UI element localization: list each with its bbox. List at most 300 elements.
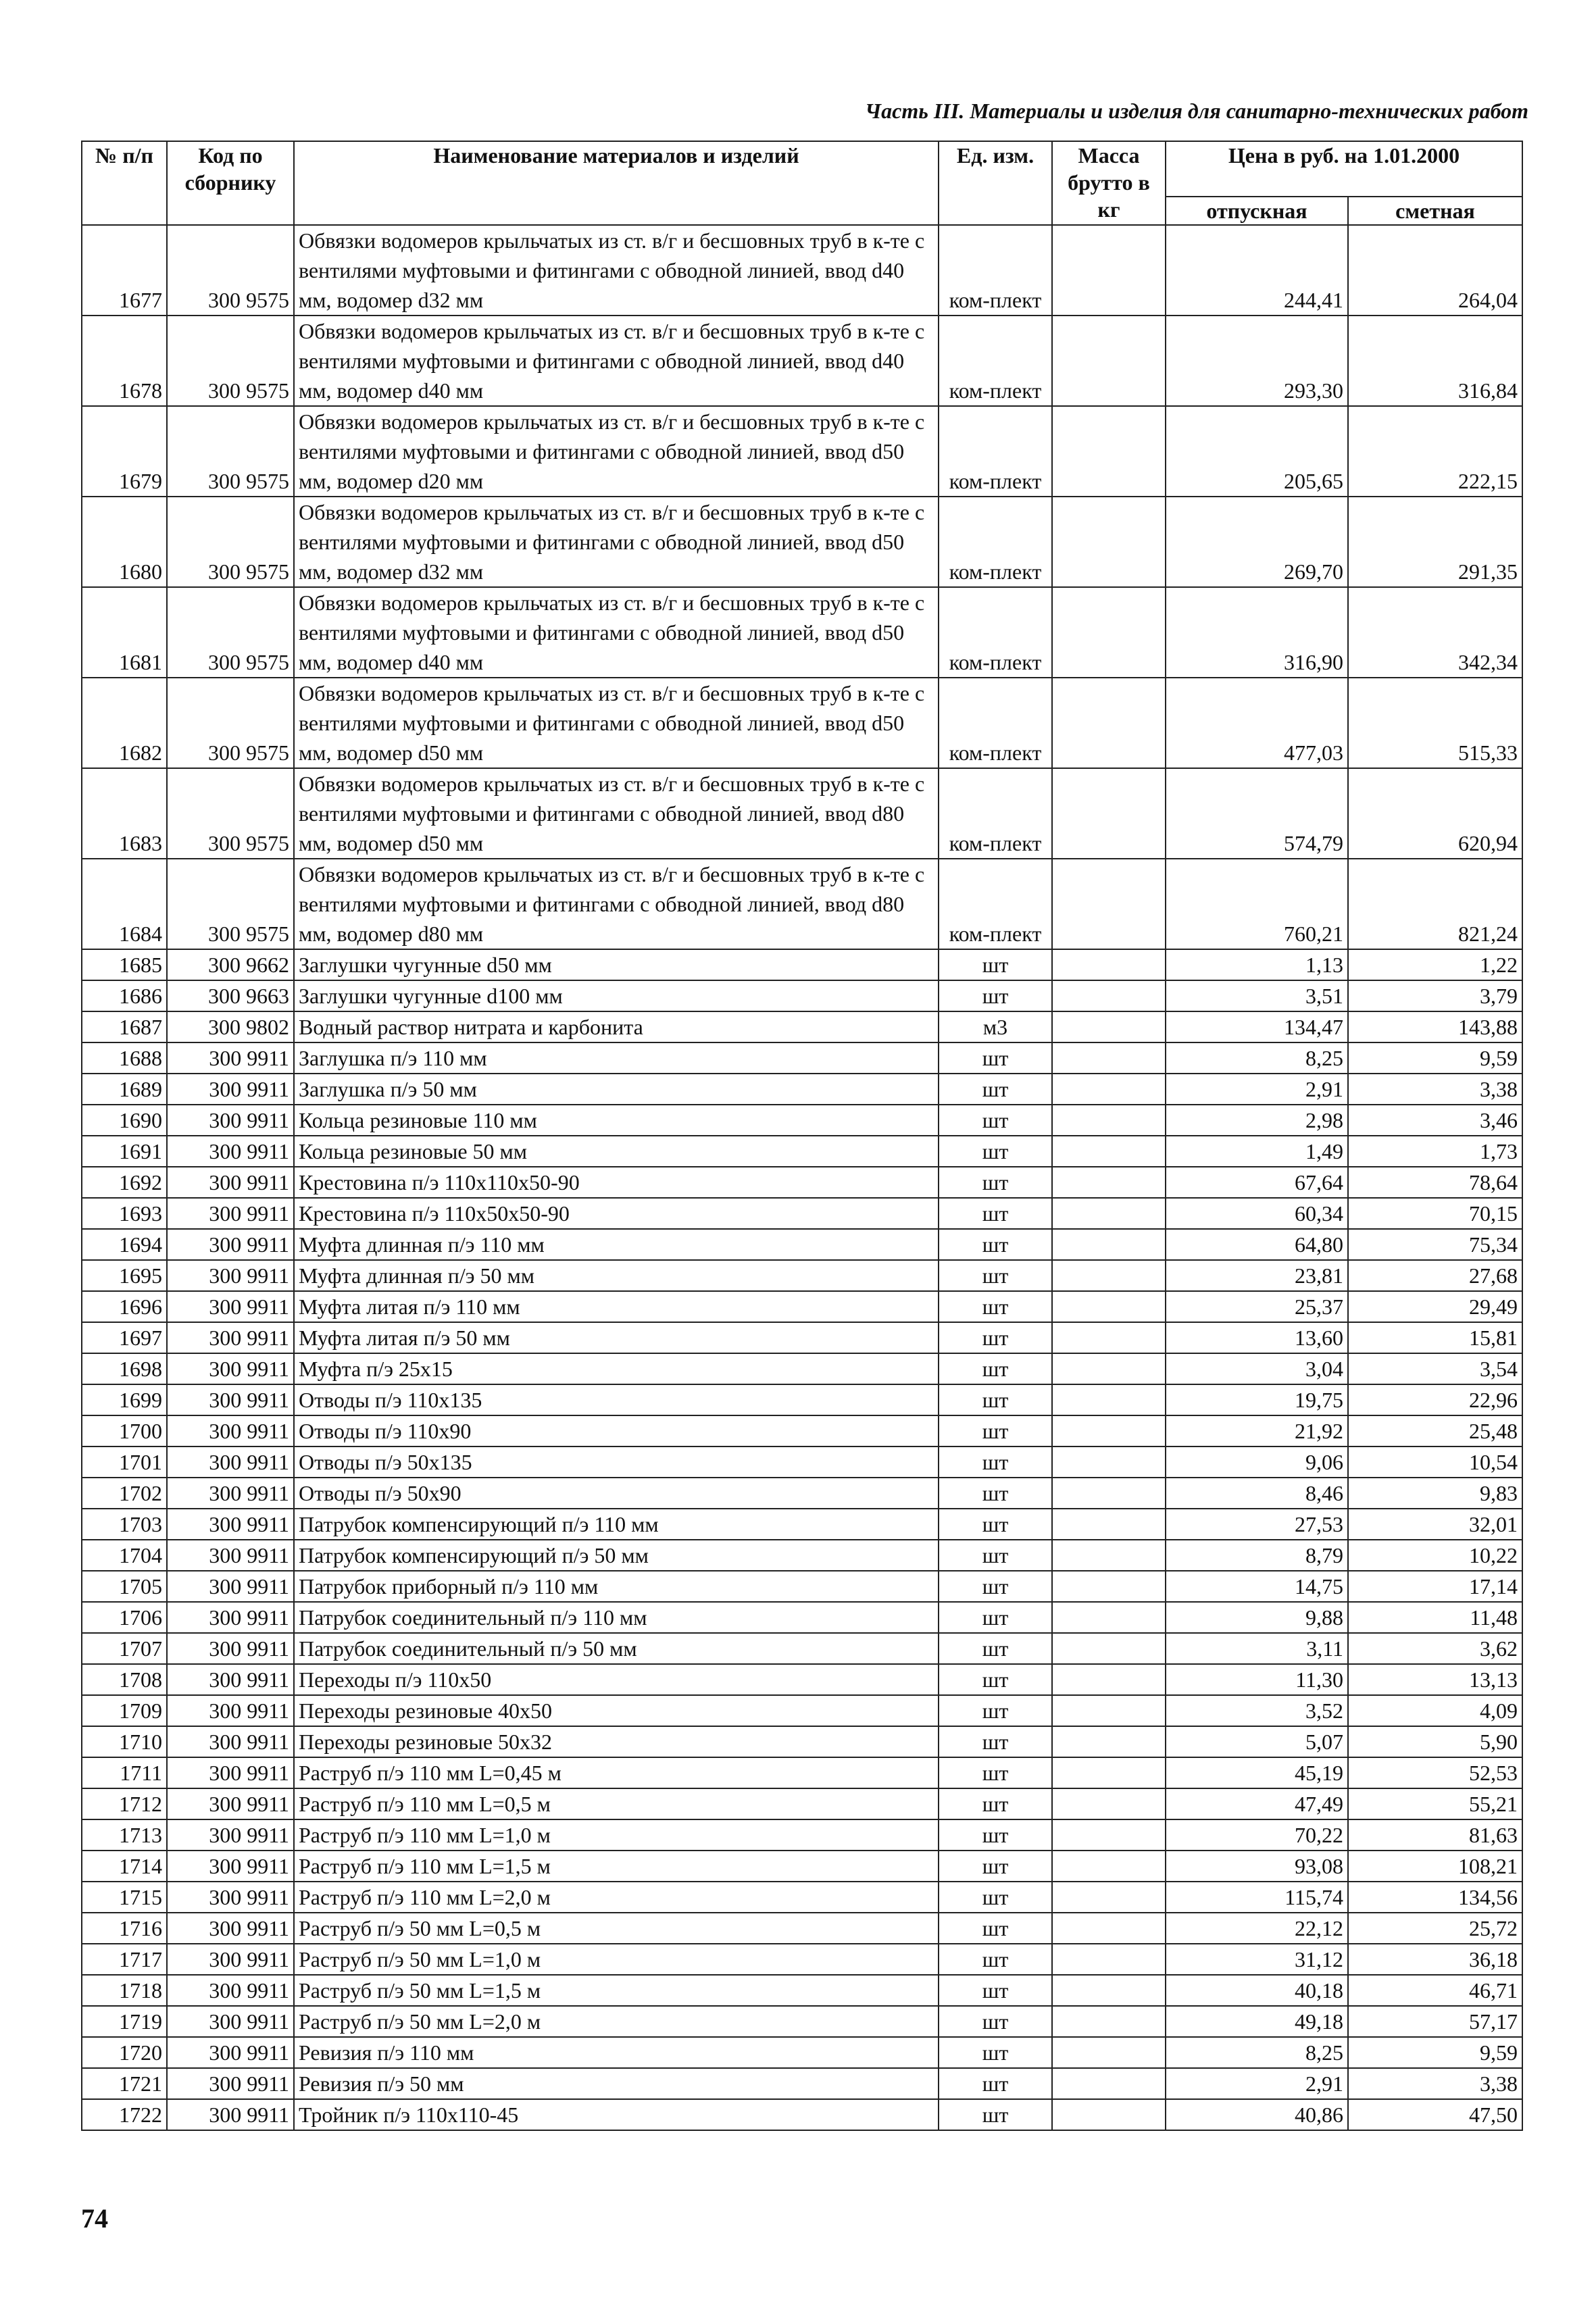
row-price-release: 9,88 [1166,1602,1348,1633]
running-header: Часть III. Материалы и изделия для санитарно-технических работ [865,99,1528,123]
row-number: 1687 [82,1011,167,1042]
row-name: Отводы п/э 50х135 [294,1447,939,1478]
row-price-release: 25,37 [1166,1291,1348,1322]
row-code: 300 9911 [167,1042,294,1074]
row-mass [1052,1260,1166,1291]
row-number: 1680 [82,497,167,587]
row-unit: шт [939,1105,1052,1136]
row-code: 300 9911 [167,1136,294,1167]
row-price-estimate: 222,15 [1348,406,1522,497]
row-price-release: 1,13 [1166,949,1348,980]
row-unit: шт [939,2037,1052,2068]
row-number: 1704 [82,1540,167,1571]
table-row [82,587,1522,678]
row-name: Отводы п/э 110х135 [294,1384,939,1415]
row-price-release: 760,21 [1166,859,1348,949]
row-price-estimate: 620,94 [1348,768,1522,859]
row-mass [1052,497,1166,587]
row-unit: шт [939,1788,1052,1819]
row-unit: шт [939,1167,1052,1198]
row-number: 1709 [82,1695,167,1726]
row-code: 300 9911 [167,1913,294,1944]
row-code: 300 9911 [167,1105,294,1136]
row-name: Кольца резиновые 110 мм [294,1105,939,1136]
row-mass [1052,1757,1166,1788]
row-code: 300 9911 [167,1944,294,1975]
row-name: Обвязки водомеров крыльчатых из ст. в/г и бесшовных труб в к-те с вентилями муфтовыми и фитингами с обводной линией, ввод d50 мм, водомер d20 мм [294,406,939,497]
row-name: Муфта литая п/э 110 мм [294,1291,939,1322]
row-name: Раструб п/э 110 мм L=0,45 м [294,1757,939,1788]
row-price-estimate: 3,46 [1348,1105,1522,1136]
row-price-estimate: 10,22 [1348,1540,1522,1571]
row-code: 300 9911 [167,1540,294,1571]
row-unit: ком-плект [939,678,1052,768]
table-body [82,225,1522,2130]
row-price-estimate: 78,64 [1348,1167,1522,1198]
row-mass [1052,1198,1166,1229]
row-unit: шт [939,1695,1052,1726]
table-row [82,1384,1522,1415]
row-mass [1052,1074,1166,1105]
row-unit: шт [939,1882,1052,1913]
row-name: Муфта п/э 25х15 [294,1353,939,1384]
row-mass [1052,1384,1166,1415]
row-name: Заглушка п/э 110 мм [294,1042,939,1074]
row-name: Крестовина п/э 110х50х50-90 [294,1198,939,1229]
row-code: 300 9802 [167,1011,294,1042]
row-mass [1052,316,1166,406]
row-price-release: 47,49 [1166,1788,1348,1819]
row-name: Тройник п/э 110х110-45 [294,2099,939,2130]
row-code: 300 9575 [167,678,294,768]
row-code: 300 9575 [167,316,294,406]
row-mass [1052,1011,1166,1042]
row-price-estimate: 81,63 [1348,1819,1522,1851]
row-code: 300 9911 [167,1633,294,1664]
row-price-estimate: 291,35 [1348,497,1522,587]
row-number: 1707 [82,1633,167,1664]
price-table [81,141,1523,2131]
row-price-estimate: 22,96 [1348,1384,1522,1415]
row-number: 1716 [82,1913,167,1944]
row-price-estimate: 134,56 [1348,1882,1522,1913]
row-name: Водный раствор нитрата и карбонита [294,1011,939,1042]
row-mass [1052,949,1166,980]
row-name: Патрубок соединительный п/э 50 мм [294,1633,939,1664]
table-row [82,678,1522,768]
row-name: Переходы резиновые 50х32 [294,1726,939,1757]
row-price-estimate: 515,33 [1348,678,1522,768]
row-code: 300 9911 [167,1478,294,1509]
row-price-release: 3,52 [1166,1695,1348,1726]
row-price-release: 3,51 [1166,980,1348,1011]
row-price-estimate: 3,38 [1348,2068,1522,2099]
row-unit: шт [939,1726,1052,1757]
row-number: 1711 [82,1757,167,1788]
row-name: Заглушка п/э 50 мм [294,1074,939,1105]
table-row [82,1229,1522,1260]
row-mass [1052,2099,1166,2130]
row-name: Переходы резиновые 40х50 [294,1695,939,1726]
table-row [82,1509,1522,1540]
header-price-release: отпускная [1166,197,1348,225]
row-unit: шт [939,980,1052,1011]
row-mass [1052,1353,1166,1384]
row-mass [1052,2037,1166,2068]
row-mass [1052,1105,1166,1136]
row-unit: шт [939,1074,1052,1105]
row-number: 1683 [82,768,167,859]
row-code: 300 9911 [167,1260,294,1291]
row-price-estimate: 52,53 [1348,1757,1522,1788]
row-number: 1722 [82,2099,167,2130]
row-unit: ком-плект [939,497,1052,587]
row-name: Заглушки чугунные d100 мм [294,980,939,1011]
row-code: 300 9911 [167,1726,294,1757]
row-name: Обвязки водомеров крыльчатых из ст. в/г и бесшовных труб в к-те с вентилями муфтовыми и фитингами с обводной линией, ввод d50 мм, водомер d32 мм [294,497,939,587]
row-code: 300 9911 [167,1384,294,1415]
row-unit: шт [939,1478,1052,1509]
table-row [82,2006,1522,2037]
row-name: Обвязки водомеров крыльчатых из ст. в/г и бесшовных труб в к-те с вентилями муфтовыми и фитингами с обводной линией, ввод d40 мм, водомер d32 мм [294,225,939,316]
table-row [82,1447,1522,1478]
row-unit: шт [939,1913,1052,1944]
row-name: Кольца резиновые 50 мм [294,1136,939,1167]
row-price-release: 477,03 [1166,678,1348,768]
row-price-release: 2,91 [1166,1074,1348,1105]
row-number: 1688 [82,1042,167,1074]
row-price-estimate: 3,38 [1348,1074,1522,1105]
row-unit: ком-плект [939,859,1052,949]
row-price-release: 40,86 [1166,2099,1348,2130]
row-number: 1679 [82,406,167,497]
row-number: 1697 [82,1322,167,1353]
row-price-release: 14,75 [1166,1571,1348,1602]
row-mass [1052,225,1166,316]
row-price-estimate: 13,13 [1348,1664,1522,1695]
row-mass [1052,1322,1166,1353]
row-price-release: 115,74 [1166,1882,1348,1913]
table-row [82,1633,1522,1664]
row-name: Обвязки водомеров крыльчатых из ст. в/г и бесшовных труб в к-те с вентилями муфтовыми и фитингами с обводной линией, ввод d50 мм, водомер d50 мм [294,678,939,768]
row-unit: шт [939,1136,1052,1167]
table-row [82,1913,1522,1944]
row-unit: шт [939,1540,1052,1571]
row-code: 300 9911 [167,1664,294,1695]
header-name: Наименование материалов и изделий [294,141,939,225]
row-price-estimate: 9,59 [1348,2037,1522,2068]
row-mass [1052,1509,1166,1540]
row-unit: шт [939,1322,1052,1353]
row-number: 1677 [82,225,167,316]
row-price-release: 574,79 [1166,768,1348,859]
row-number: 1682 [82,678,167,768]
row-number: 1721 [82,2068,167,2099]
row-price-estimate: 70,15 [1348,1198,1522,1229]
row-unit: шт [939,1851,1052,1882]
row-unit: шт [939,1602,1052,1633]
table-row [82,1322,1522,1353]
row-unit: шт [939,1757,1052,1788]
row-price-estimate: 1,22 [1348,949,1522,980]
header-unit: Ед. изм. [939,141,1052,225]
row-code: 300 9663 [167,980,294,1011]
row-code: 300 9911 [167,1975,294,2006]
row-price-estimate: 9,59 [1348,1042,1522,1074]
row-code: 300 9911 [167,2037,294,2068]
row-unit: шт [939,1260,1052,1291]
row-name: Муфта длинная п/э 110 мм [294,1229,939,1260]
table-row [82,949,1522,980]
row-name: Патрубок компенсирующий п/э 110 мм [294,1509,939,1540]
row-code: 300 9911 [167,1571,294,1602]
row-price-release: 40,18 [1166,1975,1348,2006]
row-unit: шт [939,2099,1052,2130]
row-number: 1714 [82,1851,167,1882]
row-price-estimate: 316,84 [1348,316,1522,406]
row-code: 300 9911 [167,1074,294,1105]
row-price-estimate: 17,14 [1348,1571,1522,1602]
row-price-release: 23,81 [1166,1260,1348,1291]
row-price-estimate: 29,49 [1348,1291,1522,1322]
row-price-release: 21,92 [1166,1415,1348,1447]
row-number: 1710 [82,1726,167,1757]
row-price-release: 1,49 [1166,1136,1348,1167]
row-price-release: 93,08 [1166,1851,1348,1882]
row-mass [1052,587,1166,678]
row-unit: шт [939,1291,1052,1322]
row-price-release: 8,79 [1166,1540,1348,1571]
row-mass [1052,1291,1166,1322]
row-unit: шт [939,949,1052,980]
row-price-estimate: 264,04 [1348,225,1522,316]
row-code: 300 9911 [167,1757,294,1788]
row-price-estimate: 5,90 [1348,1726,1522,1757]
row-number: 1698 [82,1353,167,1384]
table-row [82,1695,1522,1726]
row-price-estimate: 1,73 [1348,1136,1522,1167]
row-unit: шт [939,1198,1052,1229]
row-price-estimate: 3,79 [1348,980,1522,1011]
row-name: Отводы п/э 50х90 [294,1478,939,1509]
row-name: Муфта литая п/э 50 мм [294,1322,939,1353]
page-number: 74 [81,2203,108,2234]
row-price-estimate: 25,48 [1348,1415,1522,1447]
row-price-release: 8,25 [1166,2037,1348,2068]
row-price-release: 49,18 [1166,2006,1348,2037]
row-number: 1696 [82,1291,167,1322]
row-unit: шт [939,1415,1052,1447]
table-row [82,1415,1522,1447]
row-number: 1692 [82,1167,167,1198]
row-price-release: 293,30 [1166,316,1348,406]
row-price-release: 9,06 [1166,1447,1348,1478]
row-mass [1052,406,1166,497]
row-number: 1694 [82,1229,167,1260]
row-mass [1052,1478,1166,1509]
row-unit: шт [939,1447,1052,1478]
row-name: Раструб п/э 110 мм L=2,0 м [294,1882,939,1913]
row-mass [1052,1851,1166,1882]
row-unit: шт [939,1229,1052,1260]
row-number: 1690 [82,1105,167,1136]
row-code: 300 9911 [167,2006,294,2037]
table-row [82,2037,1522,2068]
row-code: 300 9575 [167,587,294,678]
row-unit: ком-плект [939,225,1052,316]
row-mass [1052,1042,1166,1074]
row-price-estimate: 4,09 [1348,1695,1522,1726]
row-unit: шт [939,1664,1052,1695]
row-number: 1691 [82,1136,167,1167]
row-name: Раструб п/э 50 мм L=1,0 м [294,1944,939,1975]
header-num: № п/п [82,141,167,225]
row-price-estimate: 11,48 [1348,1602,1522,1633]
row-mass [1052,1415,1166,1447]
row-price-release: 8,25 [1166,1042,1348,1074]
table-row [82,1042,1522,1074]
row-number: 1713 [82,1819,167,1851]
row-code: 300 9911 [167,1415,294,1447]
table-row [82,1540,1522,1571]
table-row [82,1602,1522,1633]
row-price-release: 60,34 [1166,1198,1348,1229]
table-row [82,1975,1522,2006]
row-code: 300 9575 [167,406,294,497]
row-name: Раструб п/э 50 мм L=1,5 м [294,1975,939,2006]
row-mass [1052,1136,1166,1167]
row-code: 300 9911 [167,1322,294,1353]
row-price-estimate: 143,88 [1348,1011,1522,1042]
row-number: 1700 [82,1415,167,1447]
row-name: Раструб п/э 50 мм L=0,5 м [294,1913,939,1944]
row-name: Патрубок приборный п/э 110 мм [294,1571,939,1602]
row-mass [1052,768,1166,859]
row-price-release: 134,47 [1166,1011,1348,1042]
row-number: 1681 [82,587,167,678]
row-mass [1052,1788,1166,1819]
row-price-estimate: 821,24 [1348,859,1522,949]
row-price-estimate: 108,21 [1348,1851,1522,1882]
row-unit: шт [939,2068,1052,2099]
row-price-estimate: 342,34 [1348,587,1522,678]
row-number: 1708 [82,1664,167,1695]
row-price-estimate: 32,01 [1348,1509,1522,1540]
row-name: Крестовина п/э 110х110х50-90 [294,1167,939,1198]
row-name: Отводы п/э 110х90 [294,1415,939,1447]
row-mass [1052,1540,1166,1571]
row-unit: шт [939,1819,1052,1851]
table-row [82,1944,1522,1975]
row-name: Патрубок соединительный п/э 110 мм [294,1602,939,1633]
row-price-release: 67,64 [1166,1167,1348,1198]
row-code: 300 9911 [167,1198,294,1229]
row-number: 1701 [82,1447,167,1478]
row-number: 1717 [82,1944,167,1975]
row-number: 1699 [82,1384,167,1415]
table-row [82,1571,1522,1602]
table-row [82,1291,1522,1322]
row-unit: шт [939,1509,1052,1540]
table-row [82,2099,1522,2130]
table-row [82,1726,1522,1757]
header-code: Код по сборнику [167,141,294,225]
row-name: Раструб п/э 110 мм L=1,5 м [294,1851,939,1882]
row-unit: ком-плект [939,768,1052,859]
row-mass [1052,1695,1166,1726]
row-mass [1052,1882,1166,1913]
row-price-release: 316,90 [1166,587,1348,678]
row-price-estimate: 75,34 [1348,1229,1522,1260]
row-price-estimate: 3,54 [1348,1353,1522,1384]
row-code: 300 9911 [167,1291,294,1322]
row-code: 300 9662 [167,949,294,980]
table-row [82,406,1522,497]
row-number: 1718 [82,1975,167,2006]
row-code: 300 9575 [167,497,294,587]
table-row [82,1757,1522,1788]
row-unit: шт [939,1944,1052,1975]
row-number: 1705 [82,1571,167,1602]
table-row [82,1074,1522,1105]
row-mass [1052,1571,1166,1602]
table-row [82,859,1522,949]
row-mass [1052,2068,1166,2099]
table-row [82,1167,1522,1198]
table-row [82,1011,1522,1042]
row-price-estimate: 46,71 [1348,1975,1522,2006]
row-unit: шт [939,1384,1052,1415]
row-code: 300 9911 [167,1353,294,1384]
row-price-release: 2,91 [1166,2068,1348,2099]
row-unit: шт [939,1571,1052,1602]
row-unit: ком-плект [939,587,1052,678]
table-row [82,1664,1522,1695]
row-price-release: 244,41 [1166,225,1348,316]
row-code: 300 9575 [167,225,294,316]
row-name: Раструб п/э 110 мм L=1,0 м [294,1819,939,1851]
row-name: Ревизия п/э 50 мм [294,2068,939,2099]
row-name: Обвязки водомеров крыльчатых из ст. в/г и бесшовных труб в к-те с вентилями муфтовыми и фитингами с обводной линией, ввод d80 мм, водомер d80 мм [294,859,939,949]
row-name: Обвязки водомеров крыльчатых из ст. в/г и бесшовных труб в к-те с вентилями муфтовыми и фитингами с обводной линией, ввод d80 мм, водомер d50 мм [294,768,939,859]
row-mass [1052,2006,1166,2037]
table-row [82,1882,1522,1913]
table-row [82,1198,1522,1229]
table-row [82,2068,1522,2099]
row-price-release: 8,46 [1166,1478,1348,1509]
row-price-estimate: 36,18 [1348,1944,1522,1975]
row-code: 300 9911 [167,1695,294,1726]
row-number: 1678 [82,316,167,406]
row-price-release: 5,07 [1166,1726,1348,1757]
row-unit: м3 [939,1011,1052,1042]
row-price-release: 11,30 [1166,1664,1348,1695]
row-name: Раструб п/э 110 мм L=0,5 м [294,1788,939,1819]
table-row [82,768,1522,859]
table-header [82,141,1522,225]
row-code: 300 9575 [167,768,294,859]
table-row [82,980,1522,1011]
row-mass [1052,1633,1166,1664]
table-row [82,1478,1522,1509]
row-name: Заглушки чугунные d50 мм [294,949,939,980]
row-code: 300 9911 [167,1882,294,1913]
row-number: 1686 [82,980,167,1011]
row-code: 300 9911 [167,1788,294,1819]
table-row [82,1136,1522,1167]
row-code: 300 9575 [167,859,294,949]
row-price-estimate: 25,72 [1348,1913,1522,1944]
